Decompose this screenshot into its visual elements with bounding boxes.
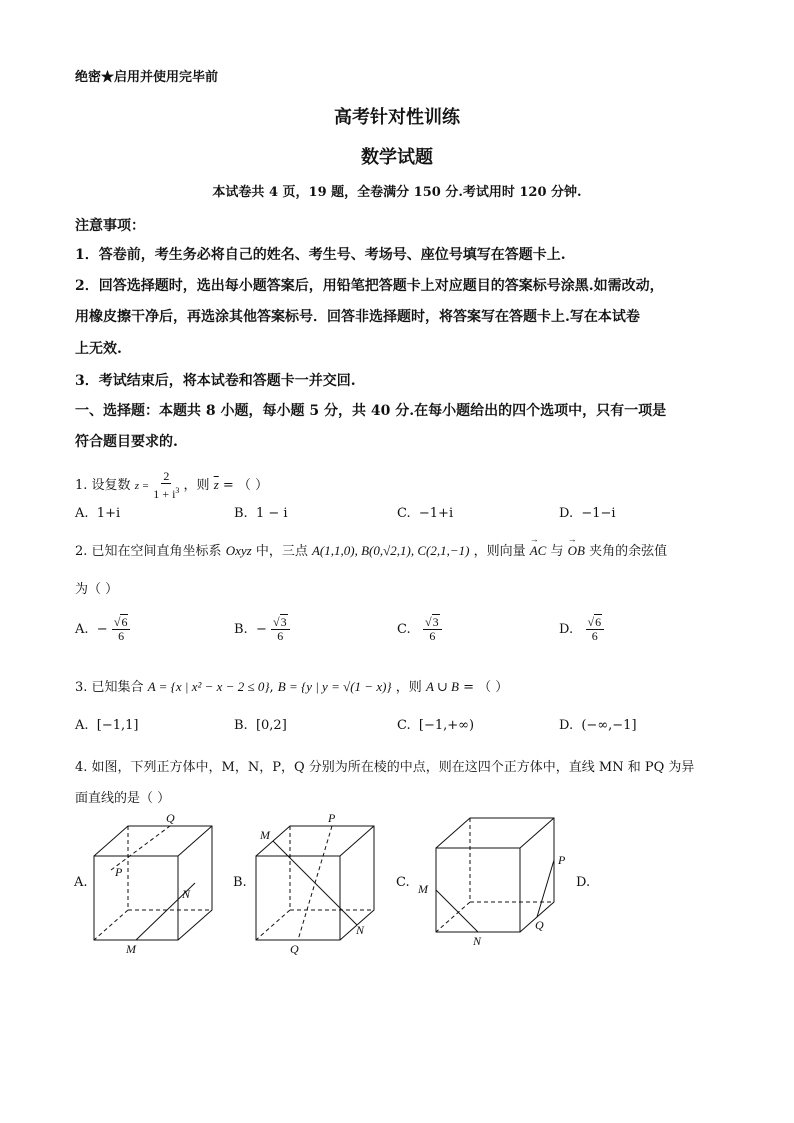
note-2-line2: 用橡皮擦干净后，再选涂其他答案标号．回答非选择题时，将答案写在答题卡上.写在本试卷	[75, 309, 640, 325]
q3-option-d[interactable]: D. (−∞,−1]	[559, 718, 637, 733]
q2-option-c[interactable]: C. $\frac{√3}{6}$	[397, 616, 442, 643]
q1-frac-den-sup: 3	[175, 486, 180, 495]
q4-fig-a-label[interactable]: A.	[74, 875, 88, 890]
fig-a-point-m: M	[126, 942, 136, 955]
q4-cube-a	[88, 810, 228, 955]
q3-option-a[interactable]: A. [−1,1]	[75, 718, 139, 733]
exam-info: 本试卷共 4 页，19 题，全卷满分 150 分.考试用时 120 分钟.	[212, 185, 582, 200]
note-1: 1．答卷前，考生务必将自己的姓名、考生号、考场号、座位号填写在答题卡上.	[75, 247, 566, 263]
q2-vector-ob: → OB	[567, 534, 585, 558]
fig-a-point-q: Q	[166, 811, 175, 825]
q2-points: A(1,1,0), B(0,√2,1), C(2,1,−1)	[311, 543, 470, 558]
q4-fig-d-label[interactable]: D.	[576, 875, 591, 890]
q3-set-a: A = {x | x² − x − 2 ≤ 0}	[147, 679, 270, 694]
q4-fig-b-label[interactable]: B.	[233, 875, 247, 890]
q4-stem-line1: 4. 如图，下列正方体中，M，N，P，Q 分别为所在棱的中点，则在这四个正方体中，直线 MN 和 PQ 为异	[75, 760, 695, 775]
q2-option-a[interactable]: A. − $\frac{√6}{6}$	[75, 616, 130, 643]
note-3: 3．考试结束后，将本试卷和答题卡一并交回.	[75, 373, 356, 389]
section1-line1: 一、选择题：本题共 8 小题，每小题 5 分，共 40 分.在每小题给出的四个选项中，只有一项是	[75, 403, 667, 419]
notes-heading: 注意事项：	[75, 218, 145, 234]
q1-pre: 1. 设复数	[75, 478, 131, 493]
fig-b-point-n: N	[356, 923, 365, 937]
note-2-line3: 上无效.	[75, 341, 122, 357]
fig-c-point-m: M	[418, 882, 428, 896]
q1-z-eq: z =	[134, 480, 150, 492]
q1-option-a[interactable]: A. 1+i	[75, 506, 121, 521]
fig-b-point-m: M	[260, 828, 270, 842]
q1-post: = （ ）	[222, 478, 269, 493]
q2-oxyz: Oxyz	[225, 543, 252, 558]
fig-b-point-p: P	[328, 811, 336, 825]
q1-stem	[75, 470, 268, 501]
q1-option-d[interactable]: D. −1−i	[559, 506, 616, 521]
fig-c-point-n: N	[473, 934, 482, 948]
q1-fraction	[153, 470, 179, 501]
q1-option-b[interactable]: B. 1 − i	[234, 506, 288, 521]
q1-frac-num: 2	[163, 469, 170, 483]
q3-union: A ∪ B	[425, 679, 459, 694]
q2-vector-ac: → AC	[529, 534, 547, 558]
q3-option-b[interactable]: B. [0,2]	[234, 718, 287, 733]
q1-zbar: $\overline{z}$	[213, 477, 219, 492]
q4-stem-line2: 面直线的是（ ）	[75, 791, 171, 806]
fig-c-point-q: Q	[535, 918, 544, 932]
note-2-line1: 2．回答选择题时，选出每小题答案后，用铅笔把答题卡上对应题目的答案标号涂黑.如需改动，	[75, 278, 664, 294]
q4-cube-b	[250, 810, 390, 955]
q2-option-d[interactable]: D. $\frac{√6}{6}$	[559, 616, 604, 643]
secret-label: 绝密★启用并使用完毕前	[75, 70, 219, 85]
section1-line2: 符合题目要求的.	[75, 434, 178, 450]
q3-option-c[interactable]: C. [−1,+∞)	[397, 718, 475, 733]
fig-c-point-p: P	[558, 853, 566, 867]
exam-subtitle: 数学试题	[361, 147, 433, 168]
q4-cube-c	[415, 808, 575, 958]
q1-mid: ，则	[183, 478, 210, 493]
q1-frac-den: 1 + i	[153, 487, 176, 501]
fig-a-point-p: P	[115, 865, 123, 879]
fig-b-point-q: Q	[290, 942, 299, 955]
q3-stem: 3. 已知集合 A = {x | x² − x − 2 ≤ 0}, B = {y | y = √(1 − x)} ，则 A ∪ B = （ ）	[75, 679, 509, 695]
exam-title: 高考针对性训练	[334, 107, 460, 128]
q2-stem-line2: 为（ ）	[75, 582, 119, 597]
fig-a-point-n: N	[182, 887, 191, 901]
q3-set-b: B = {y | y = √(1 − x)}	[277, 679, 392, 694]
q2-option-b[interactable]: B. − $\frac{√3}{6}$	[234, 616, 290, 643]
q4-fig-c-label[interactable]: C.	[396, 875, 410, 890]
q2-stem-line1: 2. 已知在空间直角坐标系 Oxyz 中，三点 A(1,1,0), B(0,√2,1), C(2,1,−1) ，则向量 → AC 与 → OB 夹角的余弦值	[75, 534, 668, 559]
q1-option-c[interactable]: C. −1+i	[397, 506, 454, 521]
